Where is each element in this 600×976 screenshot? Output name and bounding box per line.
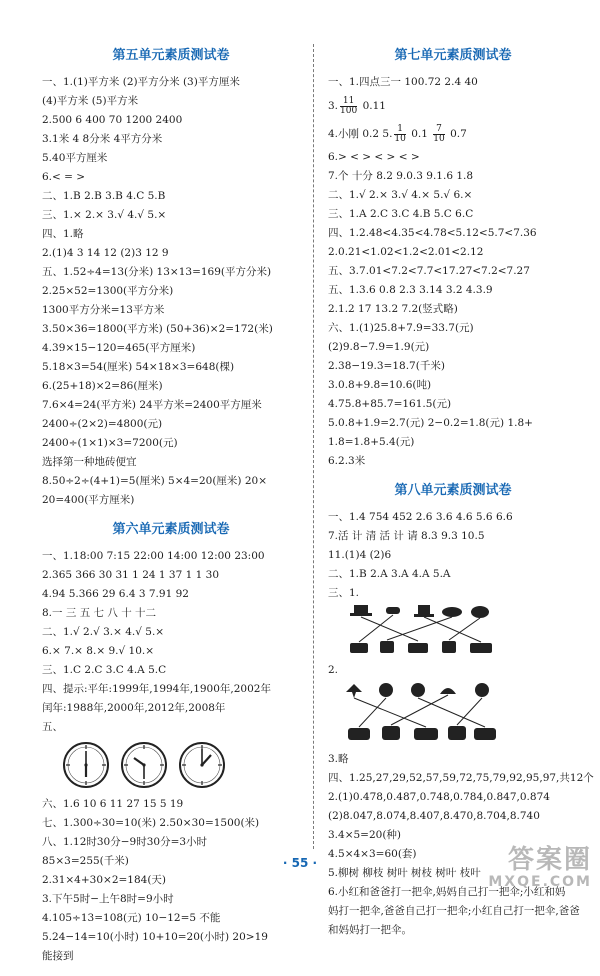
unit5-lines <box>42 73 300 510</box>
answer-line: 2.(1)0.478,0.487,0.748,0.784,0.847,0.874 <box>328 791 550 803</box>
answer-line: 2.25×52=1300(平方分米) <box>42 285 174 297</box>
answer-line: 三、1.A 2.C 3.C 4.B 5.C 6.C <box>328 208 474 220</box>
line-middle: 0.1 <box>411 128 428 140</box>
clock-faces <box>62 741 300 791</box>
fraction <box>433 125 444 144</box>
answer-line: 三、1.× 2.× 3.√ 4.√ 5.× <box>42 209 167 221</box>
line-prefix: 3. <box>328 100 339 112</box>
fraction <box>394 125 405 144</box>
clock-icon <box>62 741 110 791</box>
unit7-line-fraction <box>328 92 578 120</box>
page-number: · 55 · <box>282 856 318 870</box>
answer-line: 二、1.B 2.B 3.B 4.C 5.B <box>42 190 166 202</box>
answer-line: 6.> < > < > < > <box>328 151 420 163</box>
unit5-section <box>42 46 300 510</box>
answer-line: 7.活 计 清 活 计 请 8.3 9.3 10.5 <box>328 530 485 542</box>
answer-line: 6.× 7.× 8.× 9.√ 10.× <box>42 645 155 657</box>
answer-line: 一、1.4 754 452 2.6 3.6 4.6 5.6 6.6 <box>328 511 513 523</box>
watermark-logo <box>488 846 592 890</box>
answer-line: 6.< = > <box>42 171 86 183</box>
answer-line: 妈打一把伞,爸爸自己打一把伞;小红自己打一把伞,爸爸 <box>328 905 580 917</box>
answer-line: 1300平方分米=13平方米 <box>42 304 165 316</box>
answer-line: 5.40平方厘米 <box>42 152 108 164</box>
column-divider <box>313 44 314 849</box>
matching-picture-1 <box>342 605 578 659</box>
unit7-lines <box>328 148 578 471</box>
answer-line: 4.75.8+85.7=161.5(元) <box>328 398 452 410</box>
answer-line: 6.2.3米 <box>328 455 366 467</box>
answer-line: 五、 <box>42 721 63 733</box>
answer-line: 四、1.略 <box>42 228 84 240</box>
answer-line: 5.18×3=54(厘米) 54×18×3=648(棵) <box>42 361 235 373</box>
answer-line: 2.365 366 30 31 1 24 1 37 1 1 30 <box>42 569 220 581</box>
answer-line: 五、1.52÷4=13(分米) 13×13=169(平方分米) <box>42 266 272 278</box>
answer-line: 11.(1)4 (2)6 <box>328 549 392 561</box>
watermark-url: MXQE.COM <box>488 874 592 890</box>
clock-icon <box>178 741 226 791</box>
answer-line: 五、3.7.01<7.2<7.7<17.27<7.2<7.27 <box>328 265 530 277</box>
answer-line: 7.个 十分 8.2 9.0.3 9.1.6 1.8 <box>328 170 474 182</box>
answer-line: 四、提示:平年:1999年,1994年,1900年,2002年 <box>42 683 271 695</box>
answer-line: 一、1.(1)平方米 (2)平方分米 (3)平方厘米 <box>42 76 240 88</box>
answer-line: 85×3=255(千米) <box>42 855 129 867</box>
fraction-numerator: 7 <box>433 125 444 135</box>
answer-line: 四、1.2.48<4.35<4.78<5.12<5.7<7.36 <box>328 227 537 239</box>
answer-line: 七、1.300÷30=10(米) 2.50×30=1500(米) <box>42 817 260 829</box>
answer-line: 五、1.3.6 0.8 2.3 3.14 3.2 4.3.9 <box>328 284 493 296</box>
unit6-lines-b <box>42 795 300 966</box>
answer-line: 5.24−14=10(小时) 10+10=20(小时) 20>19 <box>42 931 268 943</box>
answer-line: 一、1.18:00 7:15 22:00 14:00 12:00 23:00 <box>42 550 265 562</box>
answer-line: 六、1.6 10 6 11 27 15 5 19 <box>42 798 184 810</box>
answer-line: 8.50÷2÷(4+1)=5(厘米) 5×4=20(厘米) 20× <box>42 475 268 487</box>
fraction <box>340 97 357 116</box>
watermark-text: 答案圈 <box>507 845 592 875</box>
unit7-title: 第七单元素质测试卷 <box>394 48 512 63</box>
answer-line: 6.(25+18)×2=86(厘米) <box>42 380 163 392</box>
answer-line: 3.50×36=1800(平方米) (50+36)×2=172(米) <box>42 323 273 335</box>
unit8-line: 2. <box>328 664 339 676</box>
line-suffix: 0.11 <box>362 100 386 112</box>
unit8-lines-a <box>328 508 578 603</box>
answer-line: 4.94 5.366 29 6.4 3 7.91 92 <box>42 588 189 600</box>
answer-line: 三、1. <box>328 587 360 599</box>
answer-line: 二、1.√ 2.√ 3.× 4.√ 5.× <box>42 626 165 638</box>
answer-line: 二、1.√ 2.× 3.√ 4.× 5.√ 6.× <box>328 189 473 201</box>
answer-line: 2.(1)4 3 14 12 (2)3 12 9 <box>42 247 169 259</box>
answer-line: 3.下午5时−上午8时=9小时 <box>42 893 174 905</box>
unit7-section <box>328 46 578 471</box>
line-suffix: 0.7 <box>450 128 467 140</box>
answer-line: 三、1.C 2.C 3.C 4.A 5.C <box>42 664 167 676</box>
fraction-denominator: 100 <box>340 105 358 116</box>
answer-line: 5.柳树 柳枝 树叶 树枝 树叶 枝叶 <box>328 867 481 879</box>
fraction-denominator: 10 <box>394 133 406 144</box>
answer-line: 4.39×15−120=465(平方厘米) <box>42 342 196 354</box>
answer-line: 2.31×4+30×2=184(天) <box>42 874 167 886</box>
answer-line: 2.500 6 400 70 1200 2400 <box>42 114 183 126</box>
answer-line: 20=400(平方厘米) <box>42 494 135 506</box>
unit6-title: 第六单元素质测试卷 <box>112 522 230 537</box>
answer-line: 4.5×4×3=60(套) <box>328 848 417 860</box>
answer-line: 1.8=1.8+5.4(元) <box>328 436 415 448</box>
answer-line: 2.38−19.3=18.7(千米) <box>328 360 445 372</box>
answer-line: 3.0.8+9.8=10.6(吨) <box>328 379 432 391</box>
answer-line: 6.小红和爸爸打一把伞,妈妈自己打一把伞;小红和妈 <box>328 886 566 898</box>
answer-line: 2.1.2 17 13.2 7.2(竖式略) <box>328 303 458 315</box>
unit6-lines-a <box>42 547 300 737</box>
answer-line: 能接到 <box>42 950 74 962</box>
fraction-numerator: 1 <box>394 125 405 135</box>
answer-line: 4.105÷13=108(元) 10−12=5 不能 <box>42 912 221 924</box>
answer-line: 2400÷(2×2)=4800(元) <box>42 418 163 430</box>
matching-picture-2 <box>342 682 578 748</box>
answer-line: 2400÷(1×1)×3=7200(元) <box>42 437 178 449</box>
unit5-title: 第五单元素质测试卷 <box>112 48 230 63</box>
right-column <box>328 46 594 950</box>
answer-line: 四、1.25,27,29,52,57,59,72,75,79,92,95,97,共12个 <box>328 772 594 784</box>
answer-line: 选择第一种地砖便宜 <box>42 456 137 468</box>
fraction-denominator: 10 <box>433 133 445 144</box>
answer-line: 3.4×5=20(种) <box>328 829 402 841</box>
answer-line: (4)平方米 (5)平方米 <box>42 95 139 107</box>
answer-line: 和妈妈打一把伞。 <box>328 924 412 936</box>
line-prefix: 4.小刚 0.2 5. <box>328 128 393 140</box>
unit7-line: 一、1.四点三一 100.72 2.4 40 <box>328 76 478 88</box>
answer-line: 2.0.21<1.02<1.2<2.01<2.12 <box>328 246 484 258</box>
clock-icon <box>120 741 168 791</box>
unit8-title: 第八单元素质测试卷 <box>394 483 512 498</box>
unit6-section <box>42 520 300 966</box>
answer-line: 二、1.B 2.A 3.A 4.A 5.A <box>328 568 451 580</box>
answer-line: (2)9.8−7.9=1.9(元) <box>328 341 430 353</box>
answer-line: 5.0.8+1.9=2.7(元) 2−0.2=1.8(元) 1.8+ <box>328 417 533 429</box>
left-column <box>42 46 300 976</box>
fraction-numerator: 11 <box>340 97 357 107</box>
answer-line: 8.一 三 五 七 八 十 十二 <box>42 607 157 619</box>
answer-line: 3.略 <box>328 753 349 765</box>
answer-line: (2)8.047,8.074,8.407,8.470,8.704,8.740 <box>328 810 540 822</box>
answer-line: 六、1.(1)25.8+7.9=33.7(元) <box>328 322 474 334</box>
answer-line: 3.1米 4 8分米 4平方分米 <box>42 133 163 145</box>
unit7-line-fraction <box>328 120 578 148</box>
answer-line: 八、1.12时30分−9时30分=3小时 <box>42 836 208 848</box>
answer-line: 闰年:1988年,2000年,2012年,2008年 <box>42 702 226 714</box>
answer-line: 7.6×4=24(平方米) 24平方米=2400平方厘米 <box>42 399 262 411</box>
